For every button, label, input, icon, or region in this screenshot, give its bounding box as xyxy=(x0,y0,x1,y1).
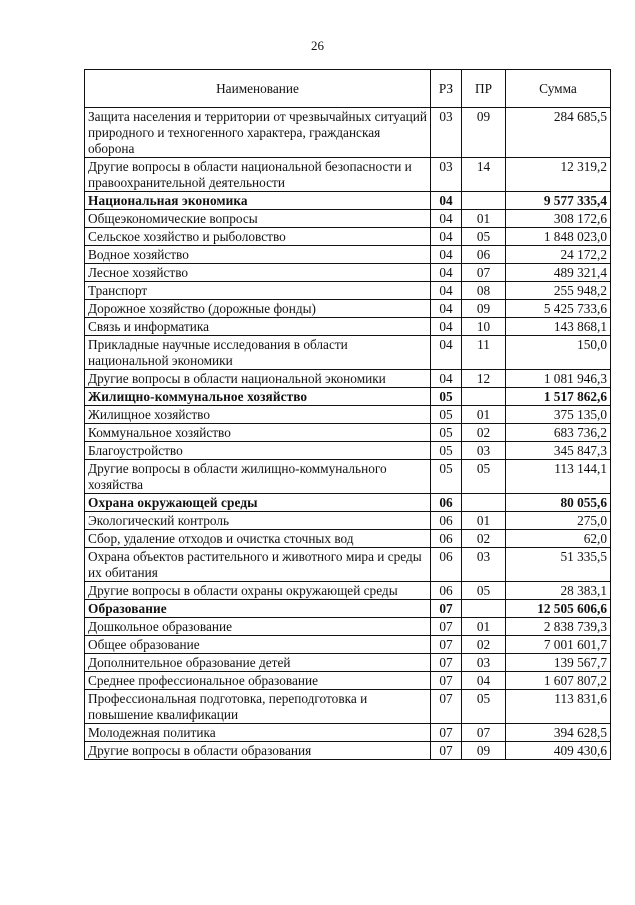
table-row xyxy=(85,370,611,388)
table-row xyxy=(85,512,611,530)
table-row xyxy=(85,158,611,192)
table-row xyxy=(85,406,611,424)
cell-pr: 05 xyxy=(462,460,506,494)
cell-rz: 06 xyxy=(431,530,462,548)
table-row xyxy=(85,654,611,672)
cell-sum: 1 848 023,0 xyxy=(506,228,611,246)
cell-sum: 308 172,6 xyxy=(506,210,611,228)
table-row xyxy=(85,442,611,460)
table-body xyxy=(85,108,611,760)
cell-rz: 06 xyxy=(431,548,462,582)
table-row xyxy=(85,548,611,582)
table-row xyxy=(85,672,611,690)
cell-sum: 375 135,0 xyxy=(506,406,611,424)
cell-pr: 03 xyxy=(462,654,506,672)
cell-rz: 05 xyxy=(431,406,462,424)
cell-pr: 03 xyxy=(462,442,506,460)
cell-name: Образование xyxy=(85,600,431,618)
table-row xyxy=(85,724,611,742)
cell-sum: 80 055,6 xyxy=(506,494,611,512)
cell-rz: 06 xyxy=(431,582,462,600)
cell-pr: 14 xyxy=(462,158,506,192)
cell-name: Защита населения и территории от чрезвычайных ситуаций природного и техногенного характера, гражданская оборона xyxy=(85,108,431,158)
cell-rz: 04 xyxy=(431,370,462,388)
cell-pr: 09 xyxy=(462,108,506,158)
cell-pr: 11 xyxy=(462,336,506,370)
table-row xyxy=(85,282,611,300)
table-header-row xyxy=(85,70,611,108)
cell-name: Экологический контроль xyxy=(85,512,431,530)
cell-name: Жилищное хозяйство xyxy=(85,406,431,424)
cell-sum: 150,0 xyxy=(506,336,611,370)
cell-rz: 07 xyxy=(431,654,462,672)
cell-name: Сбор, удаление отходов и очистка сточных вод xyxy=(85,530,431,548)
cell-rz: 03 xyxy=(431,158,462,192)
cell-pr xyxy=(462,600,506,618)
cell-pr: 07 xyxy=(462,724,506,742)
cell-rz: 07 xyxy=(431,724,462,742)
cell-sum: 113 831,6 xyxy=(506,690,611,724)
cell-sum: 409 430,6 xyxy=(506,742,611,760)
table-row xyxy=(85,742,611,760)
cell-rz: 07 xyxy=(431,742,462,760)
cell-rz: 05 xyxy=(431,424,462,442)
header-pr: ПР xyxy=(462,70,506,108)
cell-name: Дошкольное образование xyxy=(85,618,431,636)
cell-name: Национальная экономика xyxy=(85,192,431,210)
cell-pr: 01 xyxy=(462,618,506,636)
cell-sum: 2 838 739,3 xyxy=(506,618,611,636)
cell-pr: 06 xyxy=(462,246,506,264)
cell-name: Другие вопросы в области образования xyxy=(85,742,431,760)
header-rz: РЗ xyxy=(431,70,462,108)
cell-sum: 5 425 733,6 xyxy=(506,300,611,318)
cell-pr: 03 xyxy=(462,548,506,582)
cell-rz: 04 xyxy=(431,264,462,282)
cell-sum: 489 321,4 xyxy=(506,264,611,282)
cell-name: Жилищно-коммунальное хозяйство xyxy=(85,388,431,406)
cell-name: Профессиональная подготовка, переподготовка и повышение квалификации xyxy=(85,690,431,724)
cell-sum: 24 172,2 xyxy=(506,246,611,264)
cell-name: Другие вопросы в области охраны окружающей среды xyxy=(85,582,431,600)
cell-rz: 04 xyxy=(431,210,462,228)
cell-rz: 05 xyxy=(431,442,462,460)
cell-name: Молодежная политика xyxy=(85,724,431,742)
cell-name: Коммунальное хозяйство xyxy=(85,424,431,442)
cell-sum: 113 144,1 xyxy=(506,460,611,494)
cell-sum: 9 577 335,4 xyxy=(506,192,611,210)
table-row xyxy=(85,336,611,370)
table-section-row xyxy=(85,388,611,406)
page-number: 26 xyxy=(311,38,324,53)
cell-rz: 04 xyxy=(431,318,462,336)
cell-sum: 51 335,5 xyxy=(506,548,611,582)
cell-name: Другие вопросы в области национальной экономики xyxy=(85,370,431,388)
cell-sum: 1 517 862,6 xyxy=(506,388,611,406)
cell-sum: 139 567,7 xyxy=(506,654,611,672)
cell-pr: 02 xyxy=(462,424,506,442)
cell-rz: 07 xyxy=(431,690,462,724)
table-row xyxy=(85,530,611,548)
table-row xyxy=(85,246,611,264)
header-name: Наименование xyxy=(85,70,431,108)
cell-sum: 1 607 807,2 xyxy=(506,672,611,690)
cell-pr: 09 xyxy=(462,300,506,318)
table-row xyxy=(85,690,611,724)
cell-sum: 284 685,5 xyxy=(506,108,611,158)
cell-pr: 05 xyxy=(462,228,506,246)
cell-pr: 07 xyxy=(462,264,506,282)
cell-rz: 06 xyxy=(431,494,462,512)
cell-name: Сельское хозяйство и рыболовство xyxy=(85,228,431,246)
cell-sum: 275,0 xyxy=(506,512,611,530)
cell-name: Охрана объектов растительного и животного мира и среды их обитания xyxy=(85,548,431,582)
budget-table xyxy=(84,69,611,760)
cell-rz: 07 xyxy=(431,636,462,654)
cell-pr: 01 xyxy=(462,210,506,228)
table-row xyxy=(85,264,611,282)
cell-pr: 08 xyxy=(462,282,506,300)
table-row xyxy=(85,108,611,158)
cell-rz: 04 xyxy=(431,300,462,318)
cell-name: Благоустройство xyxy=(85,442,431,460)
cell-rz: 07 xyxy=(431,618,462,636)
table-row xyxy=(85,582,611,600)
table-section-row xyxy=(85,600,611,618)
cell-name: Другие вопросы в области национальной безопасности и правоохранительной деятельности xyxy=(85,158,431,192)
cell-name: Лесное хозяйство xyxy=(85,264,431,282)
cell-pr xyxy=(462,388,506,406)
cell-rz: 04 xyxy=(431,228,462,246)
table-row xyxy=(85,460,611,494)
cell-pr: 05 xyxy=(462,582,506,600)
cell-name: Транспорт xyxy=(85,282,431,300)
cell-pr: 04 xyxy=(462,672,506,690)
table-row xyxy=(85,210,611,228)
cell-sum: 12 319,2 xyxy=(506,158,611,192)
table-row xyxy=(85,618,611,636)
cell-sum: 683 736,2 xyxy=(506,424,611,442)
cell-rz: 05 xyxy=(431,388,462,406)
table-section-row xyxy=(85,192,611,210)
cell-rz: 04 xyxy=(431,336,462,370)
table-row xyxy=(85,300,611,318)
cell-name: Охрана окружающей среды xyxy=(85,494,431,512)
cell-rz: 04 xyxy=(431,192,462,210)
cell-name: Водное хозяйство xyxy=(85,246,431,264)
cell-pr xyxy=(462,494,506,512)
cell-sum: 255 948,2 xyxy=(506,282,611,300)
cell-name: Общее образование xyxy=(85,636,431,654)
cell-rz: 06 xyxy=(431,512,462,530)
cell-rz: 07 xyxy=(431,600,462,618)
cell-rz: 05 xyxy=(431,460,462,494)
cell-name: Дополнительное образование детей xyxy=(85,654,431,672)
cell-name: Общеэкономические вопросы xyxy=(85,210,431,228)
cell-sum: 345 847,3 xyxy=(506,442,611,460)
cell-sum: 1 081 946,3 xyxy=(506,370,611,388)
cell-pr: 01 xyxy=(462,406,506,424)
cell-sum: 12 505 606,6 xyxy=(506,600,611,618)
cell-pr xyxy=(462,192,506,210)
cell-sum: 7 001 601,7 xyxy=(506,636,611,654)
cell-pr: 02 xyxy=(462,530,506,548)
cell-sum: 28 383,1 xyxy=(506,582,611,600)
cell-name: Среднее профессиональное образование xyxy=(85,672,431,690)
table-section-row xyxy=(85,494,611,512)
cell-sum: 62,0 xyxy=(506,530,611,548)
cell-rz: 04 xyxy=(431,246,462,264)
table-row xyxy=(85,424,611,442)
header-sum: Сумма xyxy=(506,70,611,108)
table-row xyxy=(85,228,611,246)
table-row xyxy=(85,318,611,336)
cell-pr: 02 xyxy=(462,636,506,654)
cell-rz: 07 xyxy=(431,672,462,690)
cell-name: Дорожное хозяйство (дорожные фонды) xyxy=(85,300,431,318)
cell-pr: 05 xyxy=(462,690,506,724)
cell-name: Другие вопросы в области жилищно-коммунального хозяйства xyxy=(85,460,431,494)
cell-pr: 10 xyxy=(462,318,506,336)
cell-name: Прикладные научные исследования в области национальной экономики xyxy=(85,336,431,370)
cell-pr: 09 xyxy=(462,742,506,760)
cell-rz: 04 xyxy=(431,282,462,300)
cell-pr: 12 xyxy=(462,370,506,388)
cell-sum: 143 868,1 xyxy=(506,318,611,336)
cell-name: Связь и информатика xyxy=(85,318,431,336)
cell-sum: 394 628,5 xyxy=(506,724,611,742)
cell-rz: 03 xyxy=(431,108,462,158)
table-row xyxy=(85,636,611,654)
cell-pr: 01 xyxy=(462,512,506,530)
